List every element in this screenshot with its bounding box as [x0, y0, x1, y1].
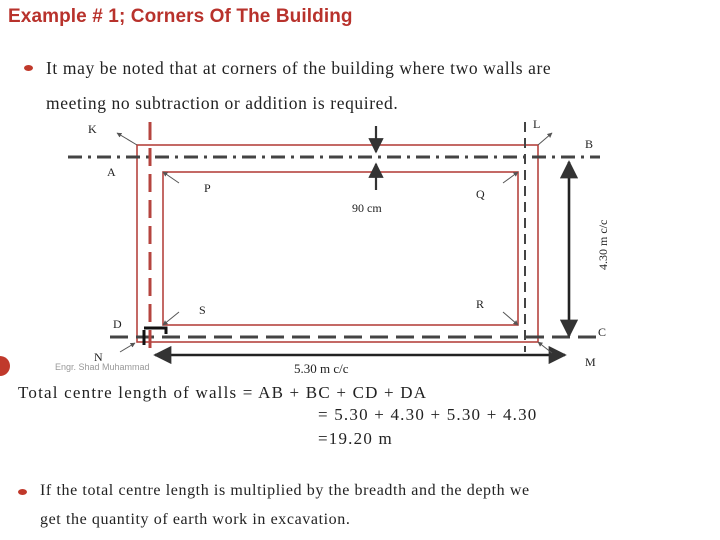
length-dimension-label: 5.30 m c/c: [294, 361, 349, 376]
label-L: L: [533, 117, 541, 131]
calc-line-3: =19.20 m: [318, 429, 393, 448]
calc-line-1: Total centre length of walls = AB + BC + CD + DA: [18, 383, 428, 402]
pointer-R: [503, 312, 518, 325]
pointer-S: [163, 312, 179, 325]
width-dimension-label: 90 cm: [352, 201, 382, 215]
calc-line-2: = 5.30 + 4.30 + 5.30 + 4.30: [318, 405, 538, 424]
label-K: K: [88, 122, 97, 136]
label-P: P: [204, 181, 211, 195]
label-C: C: [598, 325, 607, 339]
height-dimension-label: 4.30 m c/c: [596, 219, 610, 270]
outer-wall-outline: [137, 145, 538, 342]
inner-wall-outline: [163, 172, 518, 325]
label-S: S: [199, 303, 206, 317]
pointer-K: [117, 133, 137, 145]
label-B: B: [585, 137, 594, 151]
slide-title: Example # 1; Corners Of The Building: [8, 6, 353, 27]
label-Q: Q: [476, 187, 485, 201]
label-A: A: [107, 165, 116, 179]
label-M: M: [585, 355, 596, 369]
label-N: N: [94, 350, 103, 364]
label-R: R: [476, 297, 485, 311]
intro-line-2: meeting no subtraction or addition is required.: [46, 93, 399, 113]
pointer-P: [163, 172, 179, 183]
pointer-L: [538, 133, 552, 145]
author-name: Engr. Shad Muhammad: [55, 362, 150, 372]
corner-marker: [144, 328, 166, 334]
bullet-marker: [18, 489, 27, 495]
label-D: D: [113, 317, 122, 331]
closing-line-2: get the quantity of earth work in excavation.: [40, 511, 351, 528]
pointer-N: [120, 343, 135, 352]
closing-line-1: If the total centre length is multiplied by the breadth and the depth we: [40, 482, 530, 499]
pointer-Q: [503, 172, 518, 183]
intro-line-1: It may be noted that at corners of the building where two walls are: [46, 58, 552, 78]
pointer-M: [538, 342, 552, 353]
